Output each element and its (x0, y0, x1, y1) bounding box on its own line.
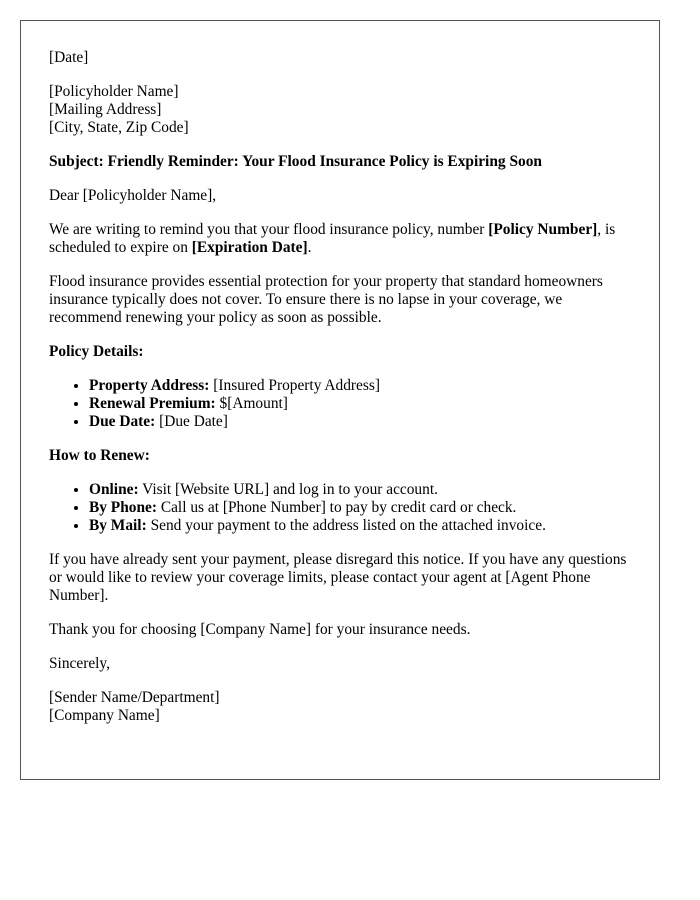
subject-line (49, 153, 631, 171)
list-item (89, 395, 631, 413)
list-item-label: Property Address: (89, 377, 210, 394)
signature-block (49, 689, 631, 725)
recipient-address: [Mailing Address] (49, 101, 162, 118)
disregard-paragraph: If you have already sent your payment, please disregard this notice. If you have any questions or would like to review your coverage limits, please contact your agent at [Agent Phone Number]. (49, 551, 627, 604)
list-item-label: Due Date: (89, 413, 156, 430)
list-item (89, 517, 631, 535)
list-item-value: Send your payment to the address listed on the attached invoice. (146, 517, 546, 534)
reminder-text-end: . (307, 239, 312, 256)
list-item-label: Renewal Premium: (89, 395, 216, 412)
list-item (89, 481, 631, 499)
list-item-value: [Due Date] (155, 413, 228, 430)
list-item-value: [Insured Property Address] (209, 377, 380, 394)
sender-name: [Sender Name/Department] (49, 689, 220, 706)
recipient-city-state-zip: [City, State, Zip Code] (49, 119, 189, 136)
letter-date: [Date] (49, 49, 89, 66)
recipient-name: [Policyholder Name] (49, 83, 179, 100)
list-item-label: By Phone: (89, 499, 157, 516)
list-item-value: Visit [Website URL] and log in to your account. (138, 481, 438, 498)
letter-page (20, 20, 660, 780)
reminder-text-start: We are writing to remind you that your flood insurance policy, number (49, 221, 489, 238)
expiration-date: [Expiration Date] (191, 239, 308, 256)
how-to-renew-list (49, 481, 631, 535)
closing: Sincerely, (49, 655, 110, 672)
list-item-label: By Mail: (89, 517, 147, 534)
coverage-paragraph: Flood insurance provides essential protection for your property that standard homeowners insurance typically does not cover. To ensure there is no lapse in your coverage, we recommend renewing your policy as soon as possible. (49, 273, 603, 326)
how-to-renew-heading-text: How to Renew: (49, 447, 150, 464)
list-item (89, 413, 631, 431)
reminder-text-middle: , is scheduled to expire on (49, 221, 616, 256)
subject-text: Subject: Friendly Reminder: Your Flood Insurance Policy is Expiring Soon (49, 153, 542, 170)
thank-you-paragraph: Thank you for choosing [Company Name] for your insurance needs. (49, 621, 471, 638)
list-item (89, 377, 631, 395)
policy-number: [Policy Number] (488, 221, 598, 238)
company-name: [Company Name] (49, 707, 160, 724)
policy-details-heading (49, 343, 631, 361)
salutation: Dear [Policyholder Name], (49, 187, 217, 204)
policy-details-heading-text: Policy Details: (49, 343, 144, 360)
list-item-label: Online: (89, 481, 139, 498)
policy-details-list (49, 377, 631, 431)
list-item-value: Call us at [Phone Number] to pay by credit card or check. (156, 499, 517, 516)
recipient-block (49, 83, 631, 137)
reminder-paragraph (49, 221, 631, 257)
list-item-value: $[Amount] (215, 395, 288, 412)
list-item (89, 499, 631, 517)
how-to-renew-heading (49, 447, 631, 465)
